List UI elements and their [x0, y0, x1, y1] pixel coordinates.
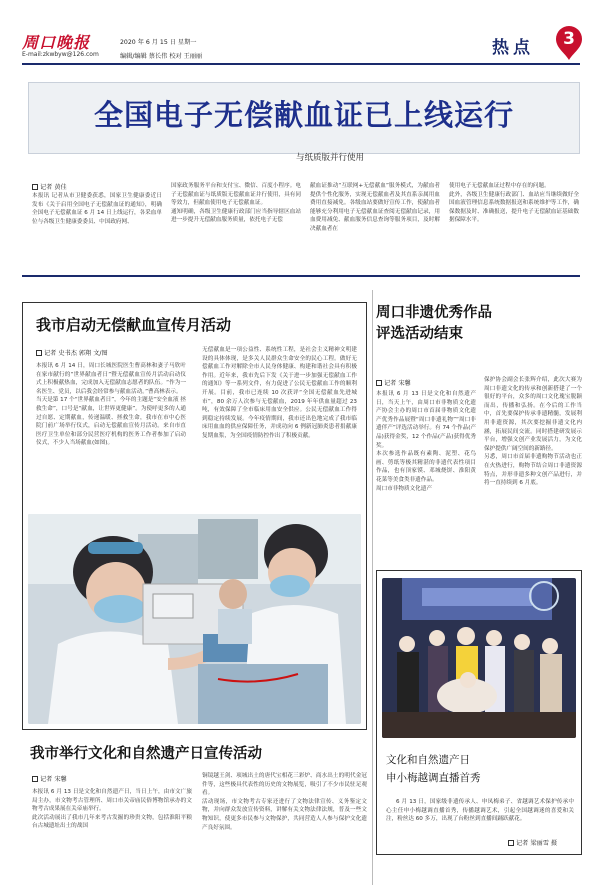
- livestream-headline-line2: 申小梅越调直播首秀: [386, 772, 481, 784]
- blood-donation-photo: [28, 514, 361, 724]
- page-number-badge: [555, 26, 583, 60]
- month-col-1: 本报讯 6 月 14 日，周口长城医院医生曹高林和妻子马欣叶在家市献行的“世界献血者日”暨无偿献血宣传月活动启动仪式上积极献热血，完成加入无偿献血志愿者的队伍。“作为一名医生、党员，以后我会经常参与献血活动。”曹高林表示。 当天是第 17 个“世界献血者日”，今年的主题是“安全血液 拯救生命”，口号是“献血，让世界更健康”。为使呼更多的人通过自愿、定期献血，传递温暖、拯救生命，我市在市中心医院门前广场举行仪式，启动无偿献血宣传月活动。来自市直医疗卫生单位和部分民营医疗机构的医务工作者参加了启动仪式，不少人当场献血(如图)。: [36, 363, 186, 447]
- heritage-byline: 记者 宋馨: [32, 774, 67, 783]
- lead-col-3: 献血证推动“互联网+无偿献血”服务模式，为献血者提供个性化服务，实现无偿献血者及其直系亲属用血费用直接减免。各级血站要做好宣传工作，使献血者能够充分利用电子无偿献血证查阅无偿献血记录，用血费用减免、献血服务信息查询等服务项目，及时解决献血者在: [310, 183, 440, 232]
- byline-square-icon: [36, 350, 42, 356]
- livestream-headline-line1: 文化和自然遗产日: [386, 754, 470, 766]
- section-divider: [22, 275, 580, 277]
- byline-square-icon: [508, 840, 514, 846]
- awards-col-2: 保护协会副会长张辉介绍，此次大赛为周口非遗文化的传承和创新搭建了一个很好的平台，众多的周口文化瑰宝脱颖而出，传播和弘扬。在今后的工作当中，首先要保护传承非遗精髓，发展利用非遗资源，其次要挖掘非遗文化内涵，拓展民间交流。同时搭建研发展示平台，增强文创产业发展活力，为文化保护提供广阔空间的新路径。 另悉，周口市首届非遗购物节活动也正在火热进行，购物节结合周口非遗资源特点，并形非遗多种文创产品进行，并将一直持续到 6 月底。: [484, 377, 582, 487]
- editor-credits: 编辑/编辑 蔡长伟 校对 王丽丽: [120, 53, 203, 60]
- awards-byline: 记者 宋馨: [376, 378, 411, 387]
- heritage-col-2: 铜镜越王剑、项城出土的唐代宝相花三彩炉、商水出土的明代金冠件等，这些极具代表性的历史的文物展览，吸引了不少市民驻足观看。 活动现场，市文物考古专家还进行了文物法律宣传、义务鉴定文物，并向群众发放宣传资料，讲解有关文物法律法规，普及一些文物知识，使更多市民参与文物保护，共同营造人人参与保护文化遗产良好氛围。: [202, 773, 367, 831]
- byline-square-icon: [32, 776, 38, 782]
- month-headline: 我市启动无偿献血宣传月活动: [36, 316, 232, 334]
- contact-email: E-mail:zkwbyw@126.com: [22, 51, 99, 58]
- livestream-photo: [382, 578, 576, 738]
- lead-col-4: 使用电子无偿献血证过程中存在的问题。 此外，各级卫生健康行政部门、血站应当继续做好全国血液管理信息系统数据报送和系统维护等工作，确保数据及时、准确报送，提升电子无偿献血证基础数据保障水平。: [449, 183, 579, 224]
- month-byline: 记者 史书杰 郭翔 文/图: [36, 348, 108, 357]
- lead-byline: 记者 黄佳: [32, 182, 67, 191]
- section-label: 热点: [492, 38, 534, 58]
- column-divider: [372, 290, 373, 885]
- lead-subhead: 与纸质版并行使用: [295, 153, 364, 163]
- byline-square-icon: [32, 184, 38, 190]
- page-number: 3: [563, 29, 575, 49]
- awards-headline: 周口非遗优秀作品评选活动结束: [376, 304, 492, 342]
- byline-square-icon: [376, 380, 382, 386]
- newspaper-logo: 周口晚报: [22, 33, 91, 52]
- lead-col-2: 国家政务服务平台和支付宝、微信、百度小程序。电子无偿献血证与纸质版无偿献血证并行使用，具有同等效力，但献血使用电子无偿献血证。 通知明确，各级卫生健康行政部门应当指导辖区血站进一步提升无偿献血服务质量，依托电子无偿: [171, 183, 301, 224]
- issue-date: 2020 年 6 月 15 日 星期一: [120, 39, 197, 46]
- awards-col-1: 本报讯 6 月 13 日是文化和自然遗产日，当天上午，由周口市非物质文化遗产协会主办的周口市首届非物质文化遗产优秀作品展暨“周口非遗礼物”“周口非遗伴产”评选活动举行。有 74 个作品(产品)获得金奖，12 个作品(产品)获得优秀奖。 本次参选作品既有素陶、泥塑、花鸟画、剪纸等极其精湛的非遗代表性项目作品，也有顶家馍、邓城烧饼、淮阳黄花菜等美食类非遗作品。 周口市非物质文化遗产: [376, 391, 476, 492]
- livestream-credit: 记者 梁丽雪 摄: [508, 838, 557, 847]
- masthead: [0, 0, 600, 72]
- masthead-rule: [22, 63, 580, 65]
- lead-headline: 全国电子无偿献血证已上线运行: [93, 98, 514, 132]
- month-col-2: 无偿献血是一项公益性、系统性工程，是社会主义精神文明建设的具体体现，是多关人民群众生命安全的民心工程。做好无偿献血工作对解除全市人民身体健康、构建和谐社会具有积极作用。近年来，我市先后下发《关于进一步加强无偿献血工作的通知》等一系列文件，有力促进了公民无偿献血工作的顺利开展。目前，我市已连续 10 次获评“全国无偿献血先进城市”，80 余万人次参与无偿献血，2019 年年供血量超过 23 吨，有效保障了全市临床用血安全供应。公民无偿献血工作得到稳定持续发展。今年疫情期间，我市还出色地完成了我市临床用血血的供应保障任务，并成功向 6 例新冠肺炎患者捐献康复期血浆，为全国疫情防控作出了积极贡献。: [202, 347, 357, 439]
- heritage-col-1: 本报讯 6 月 13 日是文化和自然遗产日，当日上午，由市文广旅局主办，市文物考古管理所、周口市关帝庙民俗博物馆承办的文物考古成果展在关帝庙举行。 此次活动展出了我市几年来考古发掘的珍贵文物，包括淮阳平粮台古城遗址出土的战国: [32, 789, 192, 830]
- lead-col-1: 本报讯 记者从市卫健委获悉，国家卫生健康委近日发布《关于启用全国电子无偿献血证的通知》，明确全国电子无偿献血证 6 月 14 日上线运行，各采血单位与各级卫生健康委委员、中国政府网、: [32, 193, 162, 225]
- livestream-caption: 6 月 13 日，国家级非遗传承人、申凤梅弟子、省越调艺术保护传承中心主任申小梅越调直播首秀，传播越调艺术，引起全国越调迷的喜爱和关注，粉丝达 60 多万，出现了台粉丝到直播间踊跃献花。: [386, 799, 574, 823]
- heritage-headline: 我市举行文化和自然遗产日宣传活动: [30, 745, 262, 762]
